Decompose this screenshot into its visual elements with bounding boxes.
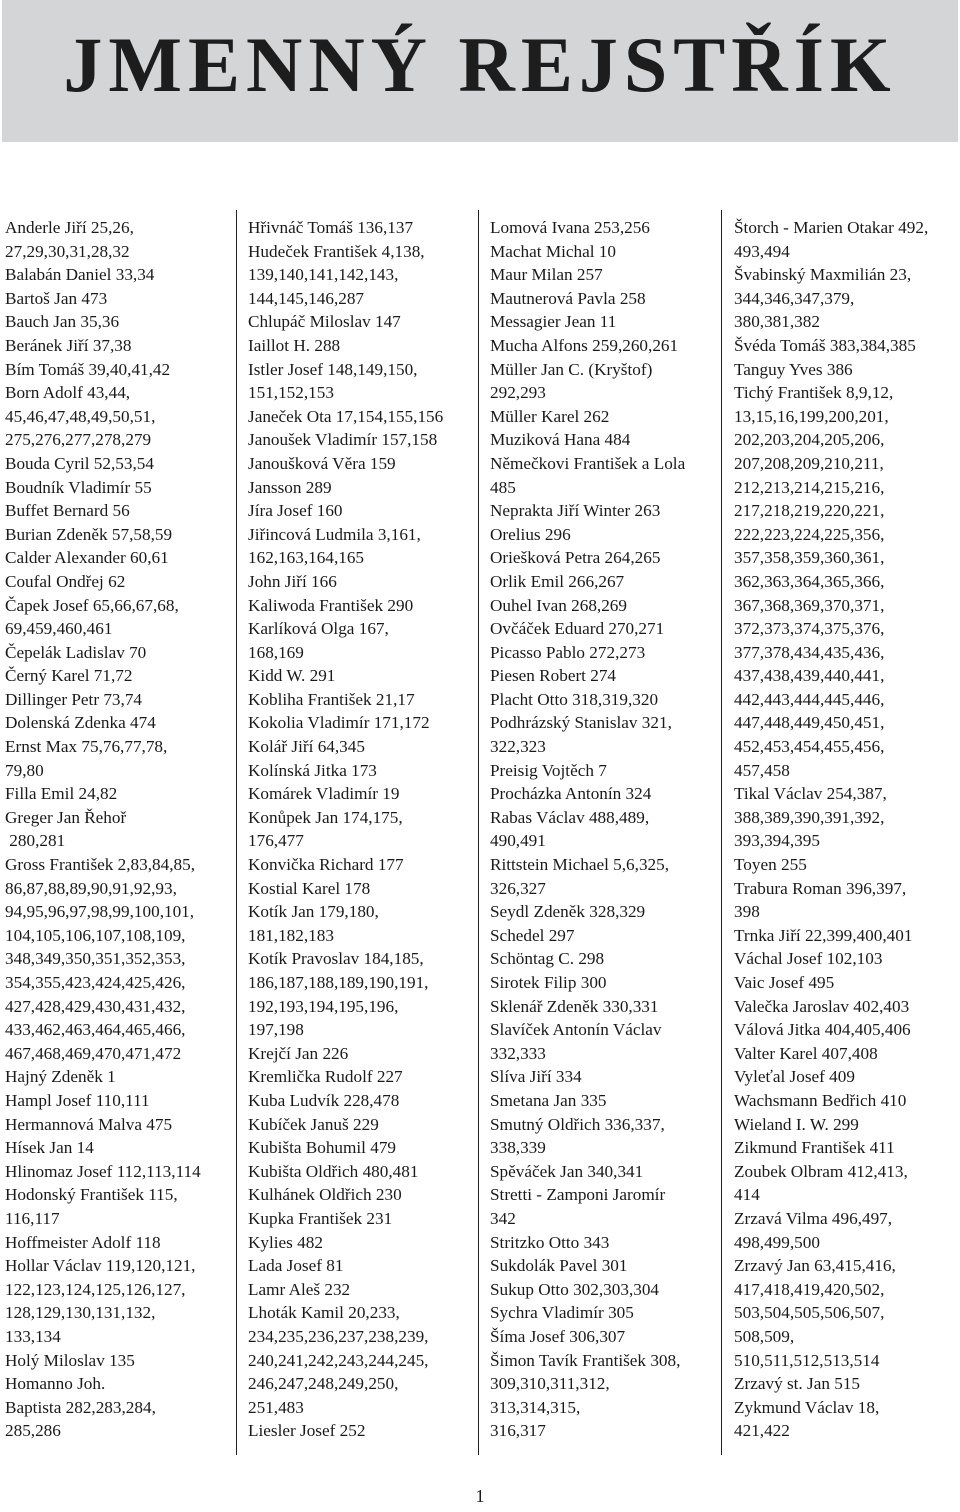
index-line: 13,15,16,199,200,201, [734, 406, 889, 426]
index-line: 139,140,141,142,143, [248, 265, 399, 285]
index-line: 354,355,423,424,425,426, [5, 973, 186, 992]
index-line: Švéda Tomáš 383,384,385 [734, 335, 916, 355]
index-line: 467,468,469,470,471,472 [5, 1043, 182, 1063]
index-line: Rittstein Michael 5,6,325, [490, 855, 670, 875]
column-divider [721, 210, 722, 1455]
index-column-2 [248, 216, 474, 1456]
index-line: Sukup Otto 302,303,304 [490, 1279, 660, 1299]
index-line: Dillinger Petr 73,74 [5, 689, 143, 709]
index-line: Sukdolák Pavel 301 [490, 1256, 628, 1276]
index-line: Válová Jitka 404,405,406 [734, 1020, 911, 1040]
index-line: Liesler Josef 252 [248, 1421, 366, 1441]
index-line: Kaliwoda František 290 [248, 595, 414, 615]
index-line: Slavíček Antonín Václav [490, 1020, 662, 1040]
index-line: Karlíková Olga 167, [248, 619, 389, 639]
index-line: Orelius 296 [490, 524, 571, 544]
index-line: 326,327 [490, 878, 546, 898]
index-line: Smetana Jan 335 [490, 1090, 607, 1110]
index-line: Mucha Alfons 259,260,261 [490, 335, 679, 355]
index-line: Gross František 2,83,84,85, [5, 855, 196, 875]
index-line: 162,163,164,165 [248, 548, 365, 568]
index-line: 316,317 [490, 1421, 546, 1441]
index-line: Spěváček Jan 340,341 [490, 1161, 644, 1181]
index-line: 222,223,224,225,356, [734, 524, 885, 544]
index-line: Kobliha František 21,17 [248, 689, 415, 709]
index-line: 388,389,390,391,392, [734, 807, 885, 827]
index-line: 313,314,315, [490, 1397, 581, 1417]
index-line: Boudník Vladimír 55 [5, 477, 152, 497]
index-line: 348,349,350,351,352,353, [5, 949, 186, 969]
index-line: 176,477 [248, 831, 304, 851]
index-line: 116,117 [5, 1208, 60, 1228]
index-line: 447,448,449,450,451, [734, 713, 885, 733]
index-line: Chlupáč Miloslav 147 [248, 312, 401, 332]
index-line: Sklenář Zdeněk 330,331 [490, 996, 659, 1016]
index-line: 338,339 [490, 1138, 546, 1158]
index-line: 280,281 [5, 831, 66, 851]
index-line: Rabas Václav 488,489, [490, 807, 650, 827]
column-divider [236, 210, 237, 1455]
index-line: 367,368,369,370,371, [734, 595, 885, 615]
index-line: 94,95,96,97,98,99,100,101, [5, 902, 195, 922]
index-line: 212,213,214,215,216, [734, 477, 885, 497]
index-line: Lamr Aleš 232 [248, 1279, 351, 1299]
index-line: Kremlička Rudolf 227 [248, 1067, 403, 1087]
index-line: Slíva Jiří 334 [490, 1067, 582, 1087]
index-line: Anderle Jiří 25,26, [5, 218, 134, 237]
index-line: Greger Jan Řehoř [5, 807, 127, 827]
index-line: Procházka Antonín 324 [490, 784, 652, 804]
index-line: 251,483 [248, 1397, 304, 1417]
index-line: Burian Zdeněk 57,58,59 [5, 524, 173, 544]
index-line: Messagier Jean 11 [490, 312, 617, 332]
index-line: Černý Karel 71,72 [5, 666, 133, 686]
index-line: 144,145,146,287 [248, 288, 365, 308]
index-line: Müller Jan C. (Kryštof) [490, 359, 653, 379]
index-line: 275,276,277,278,279 [5, 430, 152, 450]
index-line: Kokolia Vladimír 171,172 [248, 713, 430, 733]
index-line: 417,418,419,420,502, [734, 1279, 885, 1299]
index-line: Kolář Jiří 64,345 [248, 737, 365, 757]
index-line: 421,422 [734, 1421, 790, 1441]
index-line: Piesen Robert 274 [490, 666, 617, 686]
index-line: Hlinomaz Josef 112,113,114 [5, 1161, 201, 1181]
index-line: Bouda Cyril 52,53,54 [5, 453, 154, 473]
index-line: 442,443,444,445,446, [734, 689, 885, 709]
index-line: Wieland I. W. 299 [734, 1114, 859, 1134]
index-line: 69,459,460,461 [5, 619, 113, 639]
index-line: 398 [734, 902, 760, 922]
index-line: 151,152,153 [248, 383, 334, 403]
index-line: 168,169 [248, 642, 304, 662]
index-line: 27,29,30,31,28,32 [5, 241, 130, 261]
index-line: Seydl Zdeněk 328,329 [490, 902, 646, 922]
index-line: 498,499,500 [734, 1232, 820, 1252]
index-line: 427,428,429,430,431,432, [5, 996, 186, 1016]
index-line: 357,358,359,360,361, [734, 548, 885, 568]
index-column-1 [5, 216, 231, 1456]
index-line: Kuba Ludvík 228,478 [248, 1090, 400, 1110]
index-line: 202,203,204,205,206, [734, 430, 885, 450]
index-line: Kubišta Bohumil 479 [248, 1138, 397, 1158]
index-line: Váchal Josef 102,103 [734, 949, 883, 969]
index-line: Hoffmeister Adolf 118 [5, 1232, 161, 1252]
index-line: Kubišta Oldřich 480,481 [248, 1161, 419, 1181]
index-line: Zykmund Václav 18, [734, 1397, 880, 1417]
index-line: Zrzavá Vilma 496,497, [734, 1208, 893, 1228]
index-line: Bartoš Jan 473 [5, 288, 108, 308]
index-line: Lomová Ivana 253,256 [490, 218, 650, 237]
index-line: Janoušková Věra 159 [248, 453, 396, 473]
index-line: Lada Josef 81 [248, 1256, 344, 1276]
index-line: 207,208,209,210,211, [734, 453, 884, 473]
index-line: Stretti - Zamponi Jaromír [490, 1185, 666, 1205]
index-line: Hampl Josef 110,111 [5, 1090, 150, 1110]
index-line: 45,46,47,48,49,50,51, [5, 406, 156, 426]
index-line: Zrzavý Jan 63,415,416, [734, 1256, 896, 1276]
index-line: 332,333 [490, 1043, 546, 1063]
index-line: Švabinský Maxmilián 23, [734, 265, 912, 285]
index-line: 133,134 [5, 1326, 61, 1346]
index-line: Hřivnáč Tomáš 136,137 [248, 218, 414, 237]
index-line: Balabán Daniel 33,34 [5, 265, 155, 285]
index-line: Krejčí Jan 226 [248, 1043, 349, 1063]
index-line: Janeček Ota 17,154,155,156 [248, 406, 444, 426]
index-line: 285,286 [5, 1421, 61, 1441]
index-line: Trabura Roman 396,397, [734, 878, 907, 898]
index-line: Orlik Emil 266,267 [490, 571, 625, 591]
index-line: Valter Karel 407,408 [734, 1043, 878, 1063]
index-line: Machat Michal 10 [490, 241, 617, 261]
index-line: Tichý František 8,9,12, [734, 383, 894, 403]
index-line: Jansson 289 [248, 477, 332, 497]
index-line: Mautnerová Pavla 258 [490, 288, 646, 308]
index-line: Toyen 255 [734, 855, 807, 875]
index-line: Konvička Richard 177 [248, 855, 404, 875]
index-line: Bauch Jan 35,36 [5, 312, 120, 332]
index-line: 485 [490, 477, 516, 497]
index-line: 493,494 [734, 241, 790, 261]
index-line: Zikmund František 411 [734, 1138, 895, 1158]
index-line: Iaillot H. 288 [248, 335, 341, 355]
index-line: 234,235,236,237,238,239, [248, 1326, 429, 1346]
index-line: John Jiří 166 [248, 571, 337, 591]
index-line: Trnka Jiří 22,399,400,401 [734, 925, 913, 945]
index-column-4 [734, 216, 958, 1456]
index-line: 240,241,242,243,244,245, [248, 1350, 429, 1370]
page-number: 1 [475, 1486, 485, 1506]
index-line: Jíra Josef 160 [248, 501, 343, 521]
index-line: Placht Otto 318,319,320 [490, 689, 659, 709]
index-line: Štorch - Marien Otakar 492, [734, 218, 929, 237]
index-line: Buffet Bernard 56 [5, 501, 130, 521]
index-line: Kylies 482 [248, 1232, 323, 1252]
index-line: 433,462,463,464,465,466, [5, 1020, 186, 1040]
index-line: 510,511,512,513,514 [734, 1350, 880, 1370]
index-line: Neprakta Jiří Winter 263 [490, 501, 661, 521]
index-line: 377,378,434,435,436, [734, 642, 885, 662]
index-line: Jiřincová Ludmila 3,161, [248, 524, 421, 544]
index-line: Kidd W. 291 [248, 666, 336, 686]
index-line: 309,310,311,312, [490, 1374, 610, 1394]
index-line: 393,394,395 [734, 831, 820, 851]
index-line: Kotík Jan 179,180, [248, 902, 379, 922]
index-column-3 [490, 216, 716, 1456]
index-line: Stritzko Otto 343 [490, 1232, 610, 1252]
index-line: Dolenská Zdenka 474 [5, 713, 156, 733]
index-line: 86,87,88,89,90,91,92,93, [5, 878, 177, 898]
index-line: Smutný Oldřich 336,337, [490, 1114, 665, 1134]
index-line: 128,129,130,131,132, [5, 1303, 156, 1323]
index-line: Tikal Václav 254,387, [734, 784, 887, 804]
index-line: 197,198 [248, 1020, 304, 1040]
index-line: Hermannová Malva 475 [5, 1114, 173, 1134]
index-line: 192,193,194,195,196, [248, 996, 399, 1016]
index-line: 246,247,248,249,250, [248, 1374, 399, 1394]
index-line: Zoubek Olbram 412,413, [734, 1161, 908, 1181]
page-title: JMENNÝ REJSTŘÍK [63, 21, 897, 108]
index-line: Kotík Pravoslav 184,185, [248, 949, 424, 969]
index-line: 342 [490, 1208, 516, 1228]
index-line: Šíma Josef 306,307 [490, 1326, 626, 1346]
index-line: Baptista 282,283,284, [5, 1397, 156, 1417]
index-line: Šimon Tavík František 308, [490, 1350, 681, 1370]
index-line: Wachsmann Bedřich 410 [734, 1090, 907, 1110]
index-line: 490,491 [490, 831, 546, 851]
index-line: 186,187,188,189,190,191, [248, 973, 429, 992]
index-line: Kubíček Januš 229 [248, 1114, 379, 1134]
index-line: Kostial Karel 178 [248, 878, 371, 898]
index-line: Calder Alexander 60,61 [5, 548, 169, 568]
index-line: Janoušek Vladimír 157,158 [248, 430, 438, 450]
index-line: Podhrázský Stanislav 321, [490, 713, 672, 733]
index-line: Sychra Vladimír 305 [490, 1303, 634, 1323]
index-line: Holý Miloslav 135 [5, 1350, 135, 1370]
index-line: Schöntag C. 298 [490, 949, 605, 969]
index-line: 322,323 [490, 737, 546, 757]
index-line: Kupka František 231 [248, 1208, 393, 1228]
index-line: Hísek Jan 14 [5, 1138, 94, 1158]
index-line: 503,504,505,506,507, [734, 1303, 885, 1323]
index-line: Muziková Hana 484 [490, 430, 631, 450]
index-line: Kolínská Jitka 173 [248, 760, 377, 780]
index-line: Istler Josef 148,149,150, [248, 359, 418, 379]
index-line: 437,438,439,440,441, [734, 666, 885, 686]
index-line: 292,293 [490, 383, 546, 403]
index-line: 452,453,454,455,456, [734, 737, 885, 757]
index-line: Beránek Jiří 37,38 [5, 335, 132, 355]
index-line: Ernst Max 75,76,77,78, [5, 737, 168, 757]
index-line: 217,218,219,220,221, [734, 501, 885, 521]
index-line: Filla Emil 24,82 [5, 784, 118, 804]
index-line: Müller Karel 262 [490, 406, 610, 426]
index-line: Hollar Václav 119,120,121, [5, 1256, 196, 1276]
index-line: Schedel 297 [490, 925, 575, 945]
index-line: 380,381,382 [734, 312, 820, 332]
index-line: Zrzavý st. Jan 515 [734, 1374, 861, 1394]
index-line: Čepelák Ladislav 70 [5, 642, 147, 662]
index-line: Hajný Zdeněk 1 [5, 1067, 116, 1087]
index-line: Čapek Josef 65,66,67,68, [5, 595, 179, 615]
index-line: Picasso Pablo 272,273 [490, 642, 646, 662]
column-divider [478, 210, 479, 1455]
index-line: Hodonský František 115, [5, 1185, 178, 1205]
index-line: Němečkovi František a Lola [490, 453, 686, 473]
index-line: Bím Tomáš 39,40,41,42 [5, 359, 171, 379]
index-line: Ouhel Ivan 268,269 [490, 595, 627, 615]
index-line: 181,182,183 [248, 925, 334, 945]
index-line: Ovčáček Eduard 270,271 [490, 619, 665, 639]
index-line: Homanno Joh. [5, 1374, 106, 1394]
index-line: Tanguy Yves 386 [734, 359, 853, 379]
index-line: Born Adolf 43,44, [5, 383, 131, 403]
index-line: 344,346,347,379, [734, 288, 855, 308]
index-line: 79,80 [5, 760, 44, 780]
index-line: 372,373,374,375,376, [734, 619, 885, 639]
index-line: 508,509, [734, 1326, 795, 1346]
index-line: Komárek Vladimír 19 [248, 784, 400, 804]
index-line: Kulhánek Oldřich 230 [248, 1185, 402, 1205]
index-line: Coufal Ondřej 62 [5, 571, 126, 591]
index-line: Hudeček František 4,138, [248, 241, 425, 261]
index-line: 362,363,364,365,366, [734, 571, 885, 591]
index-line: Vaic Josef 495 [734, 973, 835, 992]
index-line: 104,105,106,107,108,109, [5, 925, 186, 945]
index-line: 414 [734, 1185, 760, 1205]
index-line: Maur Milan 257 [490, 265, 603, 285]
index-line: Oriešková Petra 264,265 [490, 548, 661, 568]
index-line: 457,458 [734, 760, 790, 780]
index-line: Lhoták Kamil 20,233, [248, 1303, 400, 1323]
index-line: Konůpek Jan 174,175, [248, 807, 403, 827]
index-line: Vyleťal Josef 409 [734, 1067, 855, 1087]
index-line: Valečka Jaroslav 402,403 [734, 996, 910, 1016]
index-line: Sirotek Filip 300 [490, 973, 607, 992]
index-line: Preisig Vojtěch 7 [490, 760, 607, 780]
index-line: 122,123,124,125,126,127, [5, 1279, 186, 1299]
